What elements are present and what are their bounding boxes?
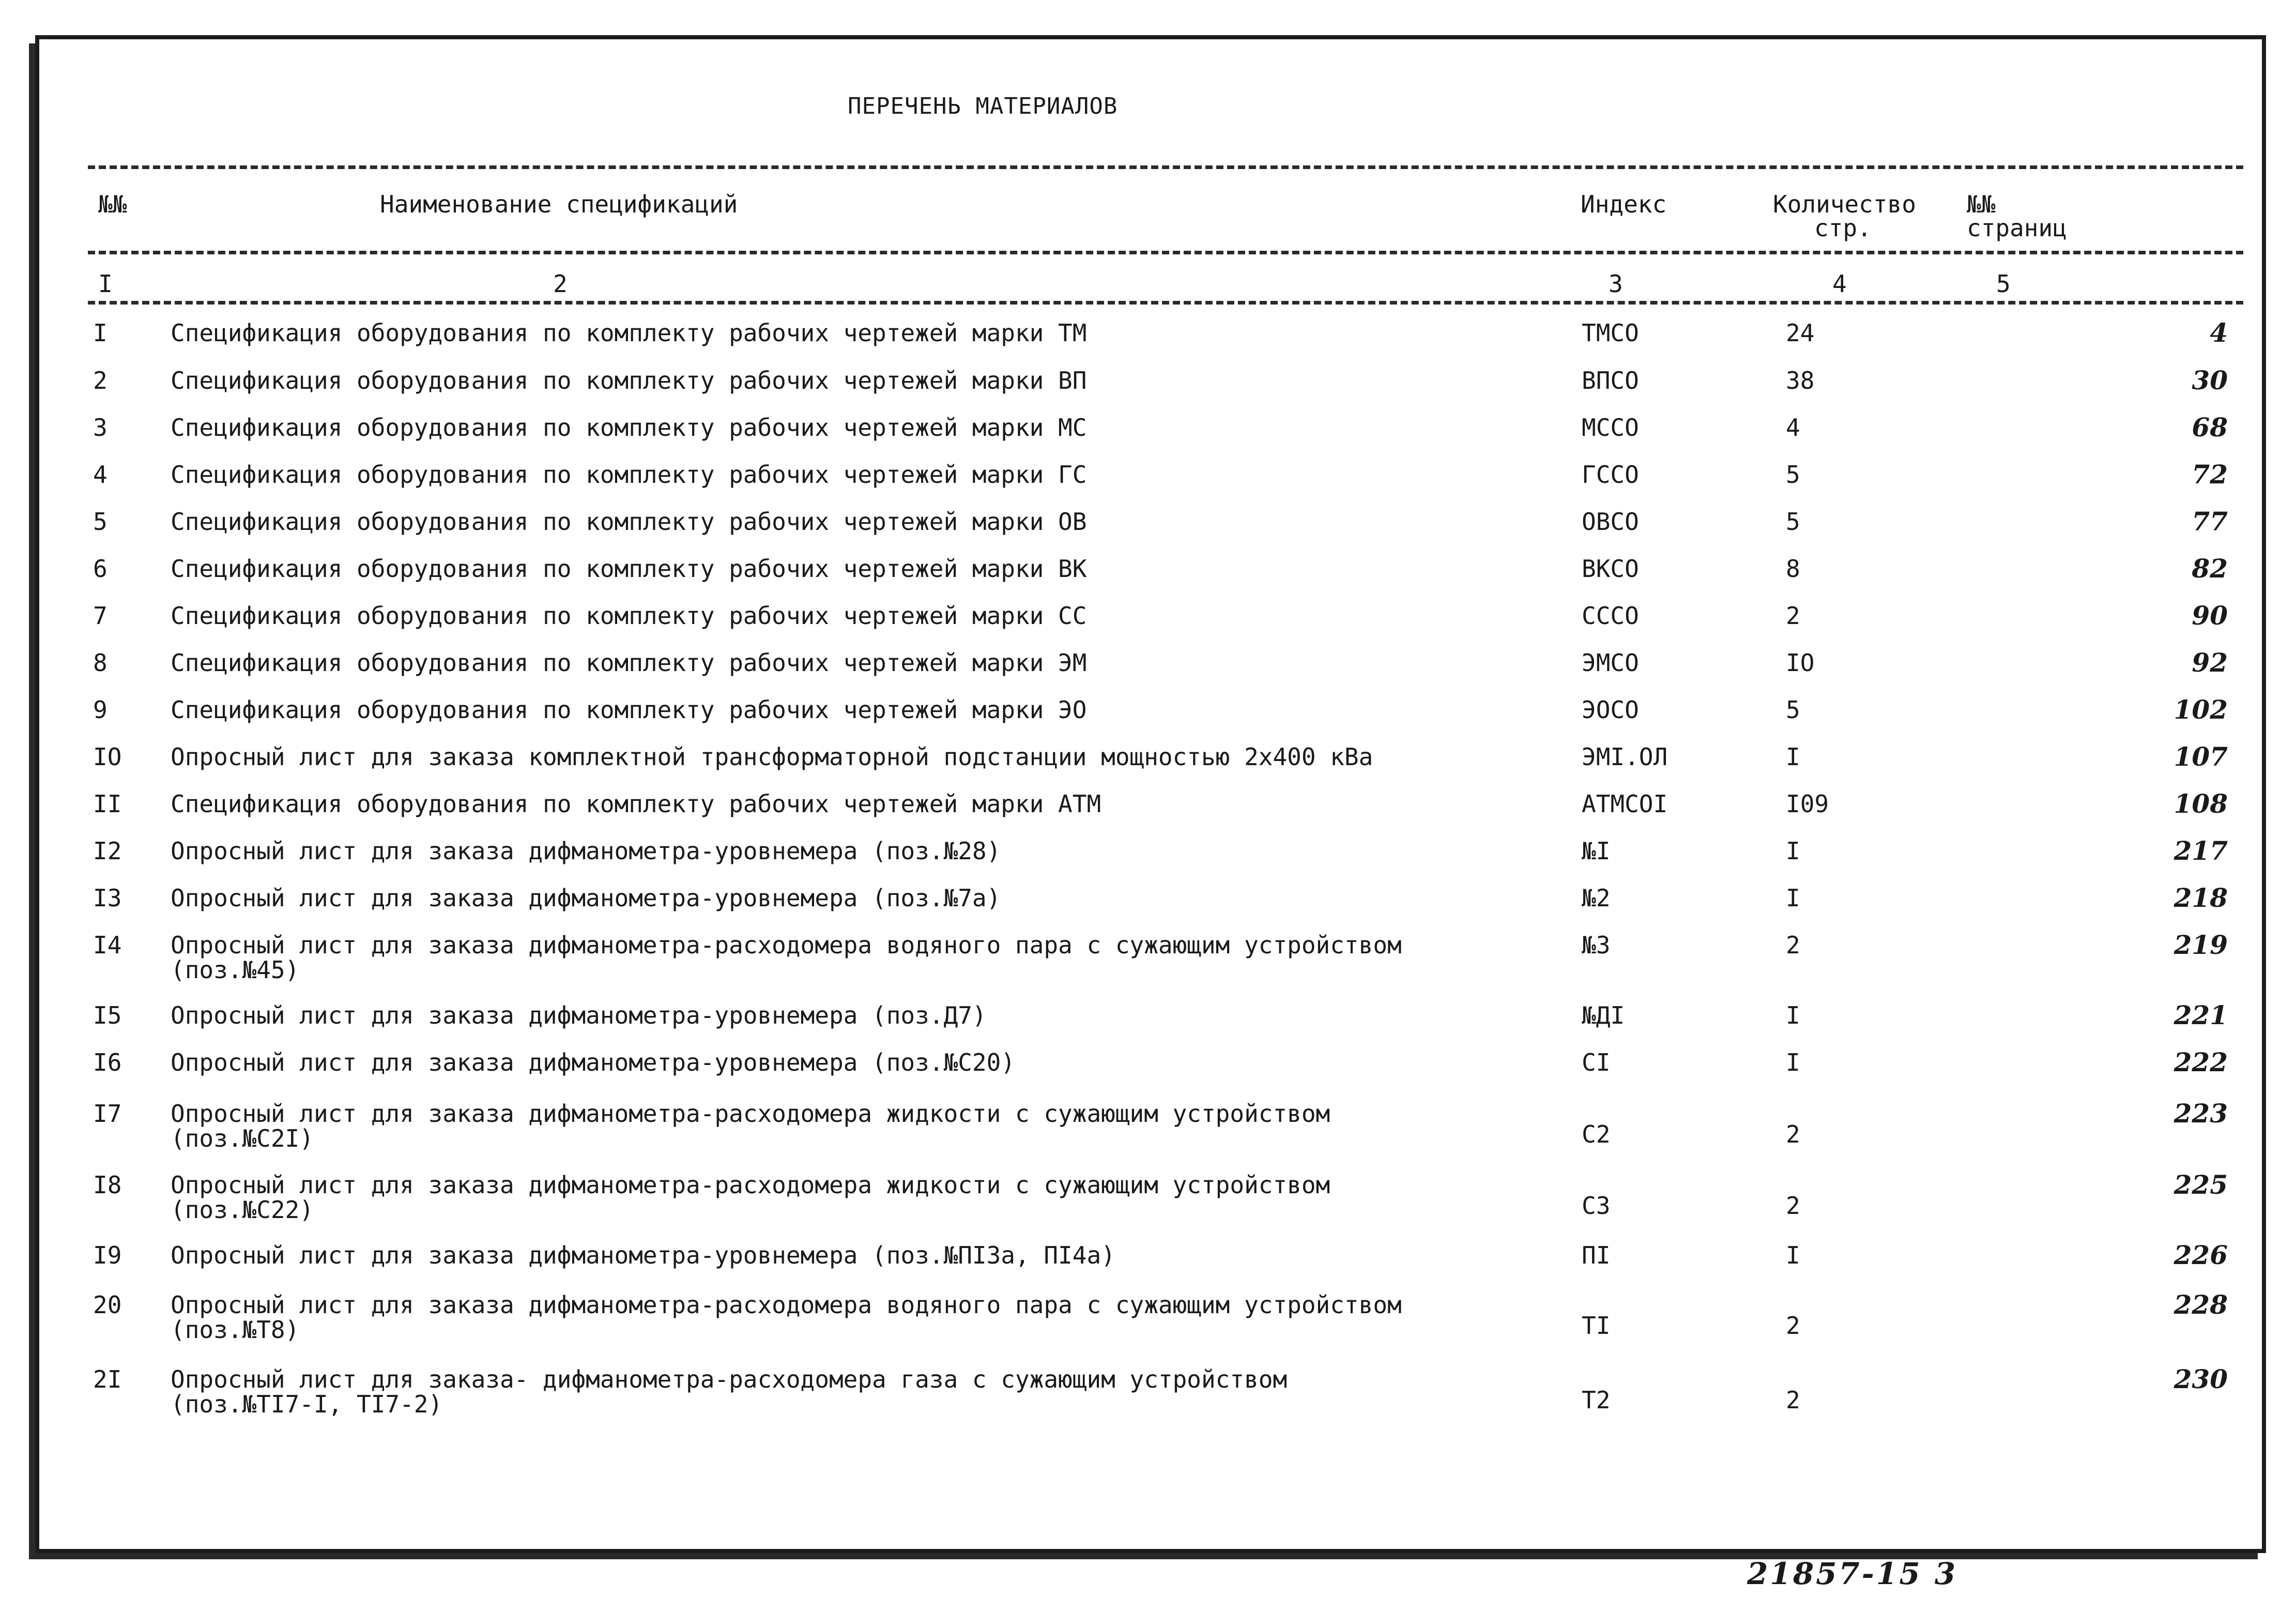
row-index: МССО [1582, 414, 1639, 442]
row-page-number: 77 [2192, 506, 2228, 537]
row-number: 9 [93, 696, 108, 724]
row-page-number: 4 [2210, 317, 2228, 348]
row-page-number: 225 [2173, 1169, 2228, 1200]
row-page-count: I [1786, 1048, 1800, 1076]
row-page-count: I [1786, 837, 1800, 865]
row-number: 6 [93, 555, 108, 583]
header-rule [88, 251, 2243, 254]
row-page-count: 2 [1786, 1386, 1800, 1414]
header-count: Количество [1773, 190, 1916, 218]
row-page-count: I [1786, 884, 1800, 912]
row-page-number: 218 [2173, 883, 2228, 913]
column-number-rule [88, 301, 2243, 305]
specification-name: Опросный лист для заказа дифманометра-расходомера водяного пара с сужающим устройством (поз.№45) [171, 931, 1402, 984]
row-number: I9 [93, 1241, 122, 1269]
row-index: ТМСО [1582, 319, 1639, 347]
row-number: IO [93, 743, 122, 771]
header-count-unit: стр. [1814, 214, 1872, 242]
row-index: ВКСО [1582, 555, 1639, 583]
row-page-number: 82 [2192, 553, 2228, 584]
row-page-count: 2 [1786, 1192, 1800, 1220]
row-number: 2 [93, 367, 108, 394]
row-page-count: 5 [1786, 508, 1800, 536]
column-number-1: I [98, 270, 113, 298]
row-index: ГССО [1582, 461, 1639, 489]
header-pages: №№ [1967, 190, 1996, 218]
row-index: С2 [1582, 1120, 1611, 1148]
row-page-number: 102 [2173, 694, 2228, 725]
row-page-count: 38 [1786, 367, 1815, 394]
row-page-number: 228 [2173, 1289, 2228, 1320]
specification-name: Опросный лист для заказа- дифманометра-расходомера газа с сужающим устройством (поз.№ТI7-I, ТI7-2) [171, 1365, 1288, 1418]
specification-name: Опросный лист для заказа дифманометра-уровнемера (поз.№С20) [171, 1048, 1015, 1076]
specification-name: Опросный лист для заказа дифманометра-уровнемера (поз.Д7) [171, 1001, 987, 1029]
row-page-count: 2 [1786, 931, 1800, 959]
row-index: №I [1582, 837, 1611, 865]
row-number: 4 [93, 461, 108, 489]
row-page-count: 4 [1786, 414, 1800, 442]
specification-name: Опросный лист для заказа дифманометра-уровнемера (поз.№ПI3а, ПI4а) [171, 1241, 1115, 1269]
row-index: ОВСО [1582, 508, 1639, 536]
specification-name: Спецификация оборудования по комплекту рабочих чертежей марки АТМ [171, 790, 1101, 818]
row-page-number: 222 [2173, 1047, 2228, 1077]
specification-name: Спецификация оборудования по комплекту рабочих чертежей марки СС [171, 602, 1087, 630]
row-page-number: 107 [2173, 741, 2228, 772]
row-index: ЭМI.ОЛ [1582, 743, 1668, 771]
column-number-3: 3 [1609, 270, 1623, 298]
row-page-count: 2 [1786, 602, 1800, 630]
row-page-number: 72 [2192, 459, 2228, 490]
row-page-count: 5 [1786, 461, 1800, 489]
row-page-number: 223 [2173, 1098, 2228, 1129]
row-index: №ДI [1582, 1001, 1625, 1029]
row-page-count: I [1786, 1241, 1800, 1269]
row-index: СI [1582, 1048, 1611, 1076]
table-top-rule [88, 165, 2243, 169]
row-page-number: 226 [2173, 1240, 2228, 1270]
row-index: ПI [1582, 1241, 1611, 1269]
specification-name: Спецификация оборудования по комплекту рабочих чертежей марки ВП [171, 367, 1087, 394]
row-index: ЭМСО [1582, 649, 1639, 677]
row-page-number: 217 [2173, 835, 2228, 866]
row-page-number: 90 [2192, 600, 2228, 631]
row-number: 8 [93, 649, 108, 677]
row-number: I7 [93, 1100, 122, 1128]
row-number: 20 [93, 1291, 122, 1319]
row-page-count: 2 [1786, 1120, 1800, 1148]
row-page-count: 24 [1786, 319, 1815, 347]
row-number: I5 [93, 1001, 122, 1029]
row-page-number: 92 [2192, 647, 2228, 678]
row-number: II [93, 790, 122, 818]
row-index: ВПСО [1582, 367, 1639, 394]
column-number-2: 2 [553, 270, 568, 298]
row-number: 3 [93, 414, 108, 442]
row-page-count: 2 [1786, 1312, 1800, 1340]
row-page-count: I09 [1786, 790, 1829, 818]
specification-name: Опросный лист для заказа дифманометра-уровнемера (поз.№28) [171, 837, 1001, 865]
header-index: Индекс [1581, 190, 1667, 218]
document-title: ПЕРЕЧЕНЬ МАТЕРИАЛОВ [848, 93, 1118, 119]
row-page-number: 219 [2173, 930, 2228, 960]
row-index: №2 [1582, 884, 1611, 912]
row-page-number: 30 [2192, 365, 2228, 396]
row-index: Т2 [1582, 1386, 1611, 1414]
row-number: I3 [93, 884, 122, 912]
row-index: С3 [1582, 1192, 1611, 1220]
specification-name: Опросный лист для заказа дифманометра-уровнемера (поз.№7а) [171, 884, 1001, 912]
row-page-count: IO [1786, 649, 1815, 677]
row-number: I6 [93, 1048, 122, 1076]
specification-name: Опросный лист для заказа дифманометра-расходомера водяного пара с сужающим устройством (поз.№Т8) [171, 1291, 1402, 1344]
header-name: Наименование спецификаций [380, 190, 738, 218]
row-index: №3 [1582, 931, 1611, 959]
row-number: 7 [93, 602, 108, 630]
row-page-number: 230 [2173, 1364, 2228, 1394]
header-num: №№ [98, 190, 127, 218]
row-index: АТМСОI [1582, 790, 1668, 818]
header-pages-label: страниц [1967, 214, 2067, 242]
row-index: СССО [1582, 602, 1639, 630]
specification-name: Спецификация оборудования по комплекту рабочих чертежей марки ОВ [171, 508, 1087, 536]
row-page-number: 108 [2173, 788, 2228, 819]
column-number-4: 4 [1832, 270, 1847, 298]
column-number-5: 5 [1996, 270, 2011, 298]
row-number: 2I [93, 1365, 122, 1393]
row-number: I [93, 319, 108, 347]
row-number: I4 [93, 931, 122, 959]
specification-name: Опросный лист для заказа комплектной трансформаторной подстанции мощностью 2х400 кВа [171, 743, 1373, 771]
row-index: ЭОСО [1582, 696, 1639, 724]
row-page-count: 5 [1786, 696, 1800, 724]
row-number: 5 [93, 508, 108, 536]
specification-name: Опросный лист для заказа дифманометра-расходомера жидкости с сужающим устройством (поз.№С2I) [171, 1100, 1330, 1152]
row-page-count: 8 [1786, 555, 1800, 583]
specification-name: Спецификация оборудования по комплекту рабочих чертежей марки ГС [171, 461, 1087, 489]
row-page-number: 221 [2173, 1000, 2228, 1030]
row-page-number: 68 [2192, 412, 2228, 443]
row-page-count: I [1786, 743, 1800, 771]
row-number: I8 [93, 1171, 122, 1199]
specification-name: Спецификация оборудования по комплекту рабочих чертежей марки ЭМ [171, 649, 1087, 677]
specification-name: Спецификация оборудования по комплекту рабочих чертежей марки ТМ [171, 319, 1087, 347]
row-index: ТI [1582, 1312, 1611, 1340]
sheet-code: 21857-15 3 [1747, 1556, 1958, 1591]
row-page-count: I [1786, 1001, 1800, 1029]
row-number: I2 [93, 837, 122, 865]
specification-name: Спецификация оборудования по комплекту рабочих чертежей марки МС [171, 414, 1087, 442]
specification-name: Опросный лист для заказа дифманометра-расходомера жидкости с сужающим устройством (поз.№С22) [171, 1171, 1330, 1224]
specification-name: Спецификация оборудования по комплекту рабочих чертежей марки ЭО [171, 696, 1087, 724]
specification-name: Спецификация оборудования по комплекту рабочих чертежей марки ВК [171, 555, 1087, 583]
